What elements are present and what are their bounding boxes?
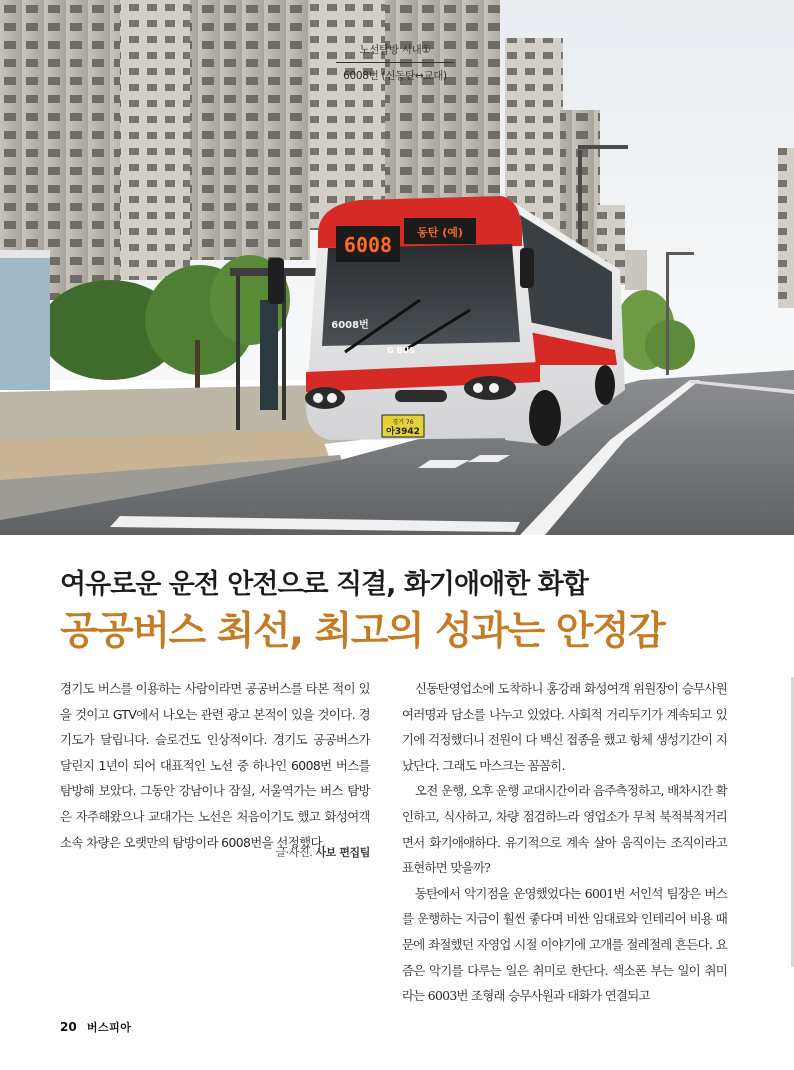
bus-windshield-label: 6008번 xyxy=(331,320,369,331)
body-paragraph: 신동탄영업소에 도착하니 홍강래 화성여객 위원장이 승무사원 여러명과 담소를 나누고 있었다. 사회적 거리두기가 계속되고 있기에 걱정했더니 전원이 다 백신 접종을 했고 항체 생성기간이 지났단다. 그래도 마스크는 꼼꼼히. xyxy=(402,681,727,773)
bus-route-sign: 6008 xyxy=(343,233,393,257)
magazine-name: 버스피아 xyxy=(86,1021,132,1034)
article-body-column xyxy=(402,676,727,1009)
bus-plate-top: 경기 76 xyxy=(392,419,414,426)
bus-brand-logo: G BUS xyxy=(387,346,415,355)
bus-destination-sign: 동탄 (예) xyxy=(417,226,463,239)
bus-plate-number: 아3942 xyxy=(386,427,420,437)
body-paragraph: 동탄에서 악기점을 운영했었다는 6001번 서인석 팀장은 버스를 운행하는 지금이 훨씬 좋다며 비싼 임대료와 인테리어 비용 때문에 좌절했던 자영업 시절 이야기에 고개를 절레절레 흔든다. 요즘은 악기를 다루는 일은 취미로 한단다. 색소폰 부는 일이 취미라는 6003번 조형래 승무사원과 대화가 연결되고 xyxy=(402,885,727,1004)
article-credit xyxy=(60,844,370,860)
page-number: 20 xyxy=(60,1020,77,1034)
series-route: 6008번 (신동탄↔교대) xyxy=(343,70,447,82)
article-headline: 공공버스 최선, 최고의 성과는 안정감 xyxy=(60,609,665,654)
page-footer xyxy=(60,1019,131,1035)
body-paragraph: 오전 운행, 오후 운행 교대시간이라 음주측정하고, 배차시간 확인하고, 식사하고, 차량 점검하느라 영업소가 무척 북적북적거리면서 화기애애하다. 유기적으로 계속 살아 움직이는 조직이라고 표현하면 맞을까? xyxy=(402,783,727,876)
article-intro-column xyxy=(60,676,370,855)
credit-prefix: 글·사진. xyxy=(275,846,313,859)
article-subheadline: 여유로운 운전 안전으로 직결, 화기애애한 화합 xyxy=(60,569,588,600)
series-label xyxy=(336,42,454,83)
credit-name: 사보 편집팀 xyxy=(315,846,370,859)
series-title: 노선탐방 시내① xyxy=(336,42,454,63)
intro-paragraph: 경기도 버스를 이용하는 사람이라면 공공버스를 타본 적이 있을 것이고 GTV에서 나오는 관련 광고 본적이 있을 것이다. 경기도가 달립니다. 슬로건도 인상적이다. 경기도 공공버스가 달린지 1년이 되어 대표적인 노선 중 하나인 6008번 버스를 탐방해 보았다. 그동안 강남이나 잠실, 서울역가는 버스 탐방은 자주해왔으나 교대가는 노선은 처음이기도 했고 화성여객 소속 차량은 오랫만의 탐방이라 6008번을 선정했다. xyxy=(60,681,370,850)
